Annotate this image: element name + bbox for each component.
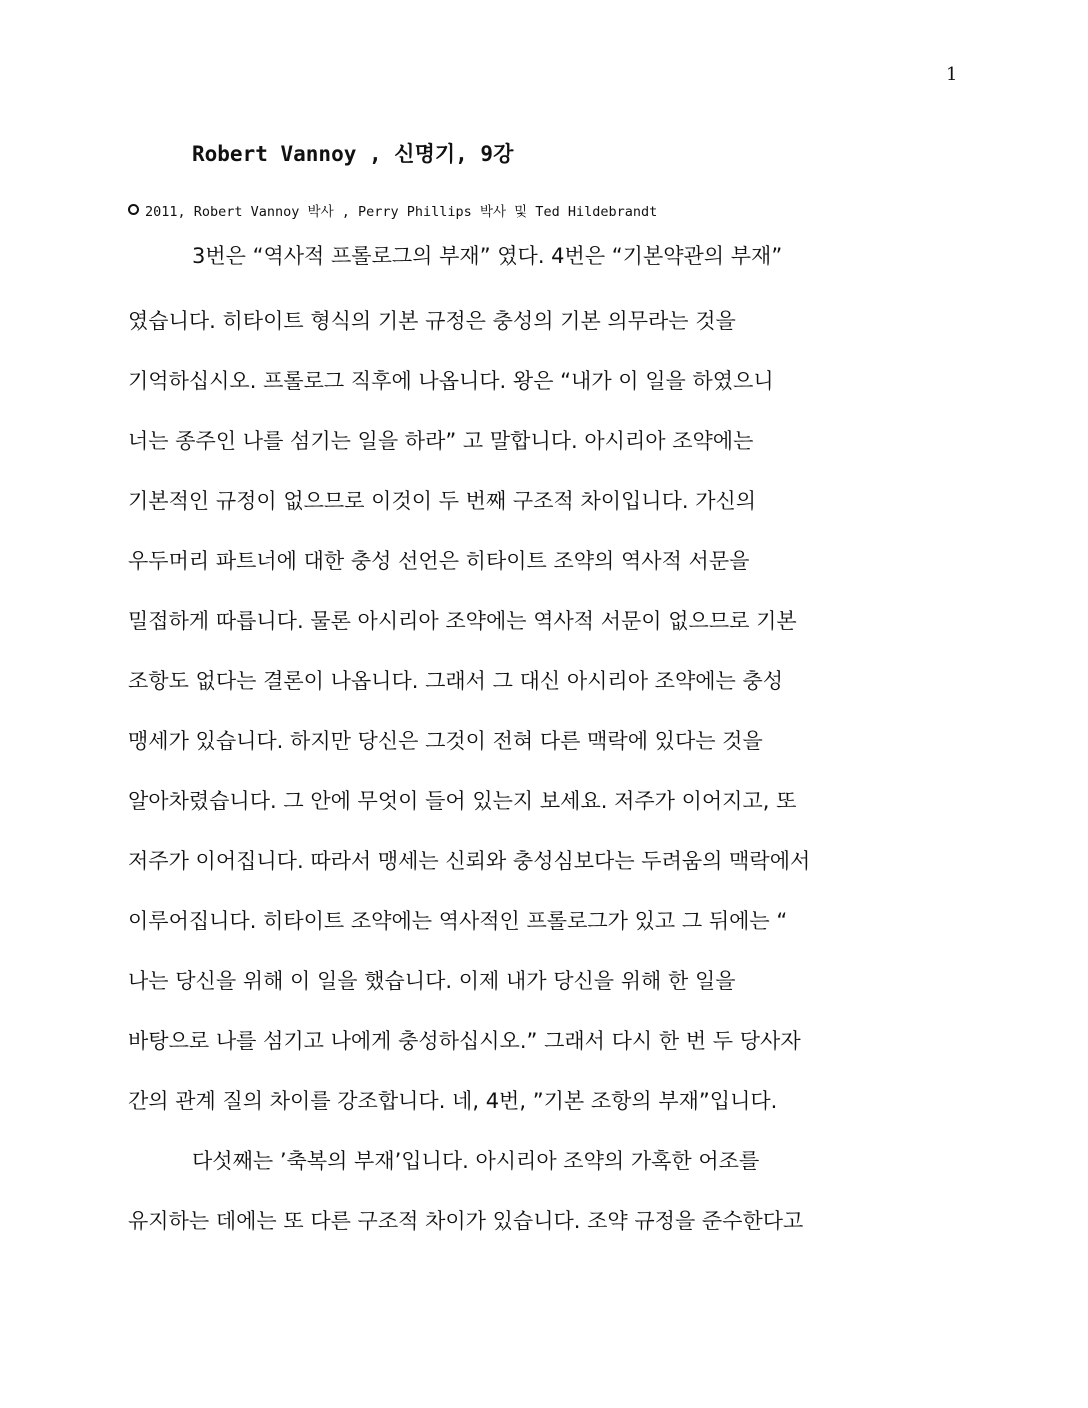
page-number: 1 [946,64,958,85]
copyright-line [128,200,657,220]
text-line-17: 유지하는 데에는 또 다른 구조적 차이가 있습니다. 조약 규정을 준수한다고 [128,1209,804,1233]
text-line-14: 바탕으로 나를 섬기고 나에게 충성하십시오.” 그래서 다시 한 번 두 당사자 [128,1029,801,1053]
text-line-12: 이루어집니다. 히타이트 조약에는 역사적인 프롤로그가 있고 그 뒤에는 “ [128,909,788,933]
text-line-13: 나는 당신을 위해 이 일을 했습니다. 이제 내가 당신을 위해 한 일을 [128,969,736,993]
text-line-3: 기억하십시오. 프롤로그 직후에 나옵니다. 왕은 “내가 이 일을 하였으니 [128,369,774,393]
text-line-11: 저주가 이어집니다. 따라서 맹세는 신뢰와 충성심보다는 두려움의 맥락에서 [128,849,811,873]
text-line-5: 기본적인 규정이 없으므로 이것이 두 번째 구조적 차이입니다. 가신의 [128,489,757,513]
text-line-6: 우두머리 파트너에 대한 충성 선언은 히타이트 조약의 역사적 서문을 [128,549,750,573]
text-line-15: 간의 관계 질의 차이를 강조합니다. 네, 4번, ”기본 조항의 부재”입니다. [128,1089,778,1113]
document-title: Robert Vannoy , 신명기, 9강 [192,142,514,166]
copyright-circle-icon [128,204,139,215]
text-line-4: 너는 종주인 나를 섬기는 일을 하라” 고 말합니다. 아시리아 조약에는 [128,429,754,453]
text-line-8: 조항도 없다는 결론이 나옵니다. 그래서 그 대신 아시리아 조약에는 충성 [128,669,784,693]
text-line-9: 맹세가 있습니다. 하지만 당신은 그것이 전혀 다른 맥락에 있다는 것을 [128,729,763,753]
text-line-16: 다섯째는 ’축복의 부재’입니다. 아시리아 조약의 가혹한 어조를 [192,1149,760,1173]
text-line-7: 밀접하게 따릅니다. 물론 아시리아 조약에는 역사적 서문이 없으므로 기본 [128,609,797,633]
text-line-1: 3번은 “역사적 프롤로그의 부재” 였다. 4번은 “기본약관의 부재” [192,244,783,268]
text-line-10: 알아차렸습니다. 그 안에 무엇이 들어 있는지 보세요. 저주가 이어지고, 또 [128,789,797,813]
text-line-2: 였습니다. 히타이트 형식의 기본 규정은 충성의 기본 의무라는 것을 [128,309,736,333]
copyright-text: 2011, Robert Vannoy 박사 , Perry Phillips 박사 및 Ted Hildebrandt [145,204,658,220]
